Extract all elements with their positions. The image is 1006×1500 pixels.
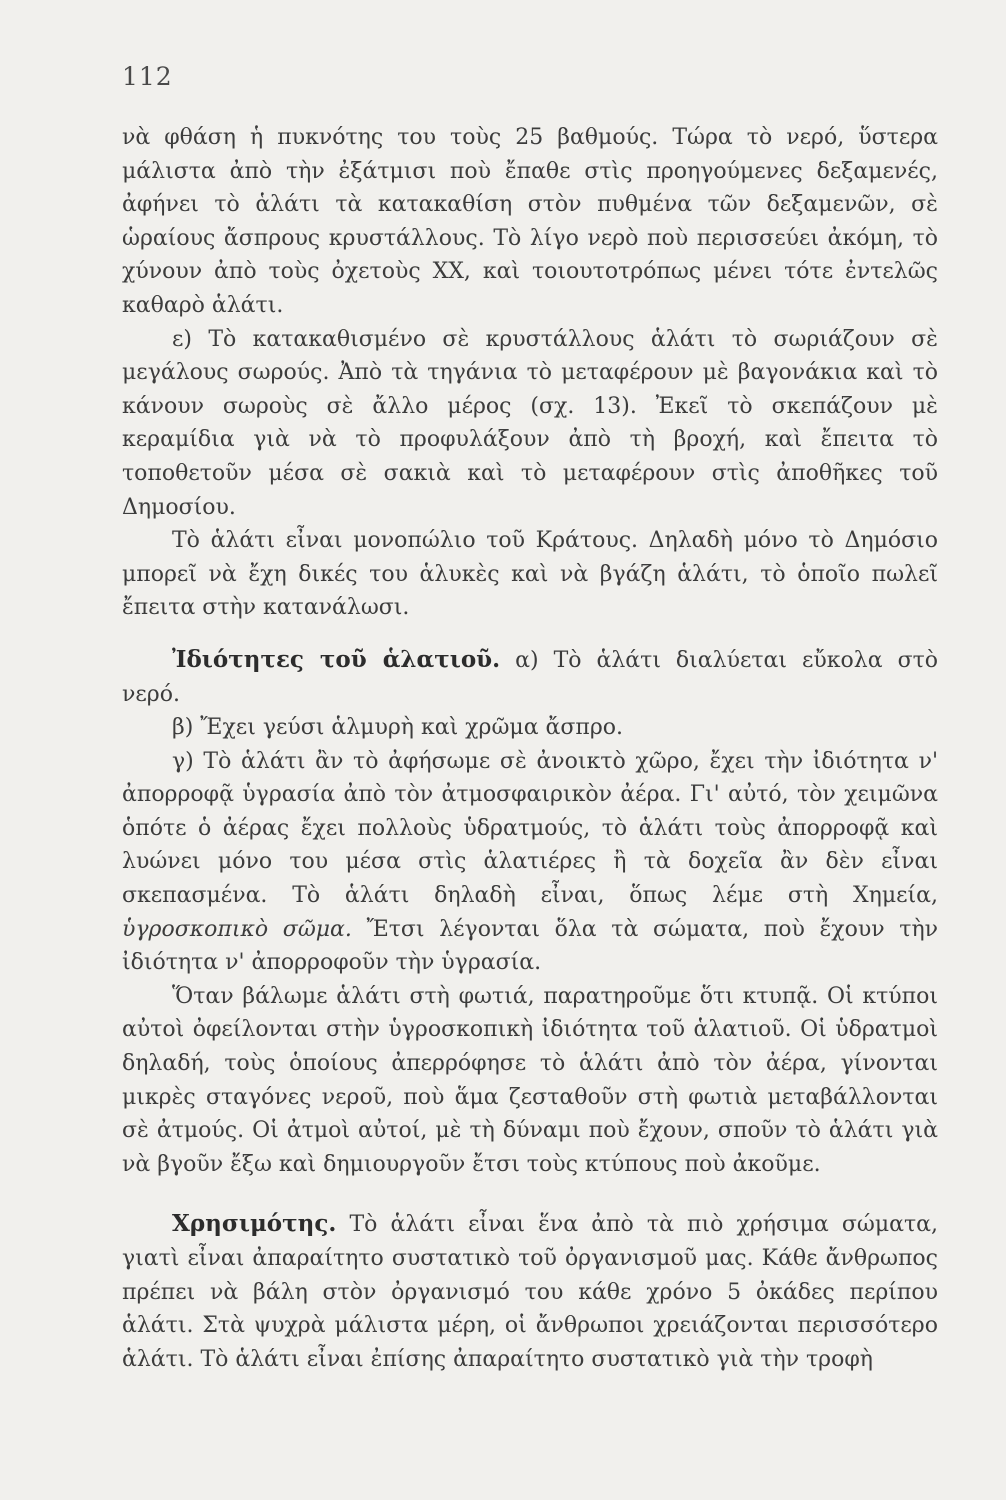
paragraph-monopoly: Τὸ ἁλάτι εἶναι μονοπώλιο τοῦ Κράτους. Δηλαδὴ μόνο τὸ Δημόσιο μπορεῖ νὰ ἔχη δικές του ἁλυκὲς καὶ νὰ βγάζη ἁλάτι, τὸ ὁποῖο πωλεῖ ἔπειτα στὴν κατανάλωσι.: [122, 528, 938, 621]
paragraph-properties: [122, 643, 938, 711]
property-c-definition: Ἔτσι λέγονται ὅλα τὰ σώματα, ποὺ ἔχουν τὴν ἰδιότητα ν' ἀπορροφοῦν τὴν ὑγρασία.: [122, 916, 938, 976]
property-c: [122, 745, 938, 980]
property-b: β) Ἔχει γεύσι ἁλμυρὴ καὶ χρῶμα ἄσπρο.: [172, 715, 624, 741]
usefulness-heading: Χρησιμότης.: [172, 1210, 337, 1238]
page-number: 112: [122, 62, 173, 91]
property-c-text: γ) Τὸ ἁλάτι ἂν τὸ ἀφήσωμε σὲ ἀνοικτὸ χῶρο, ἔχει τὴν ἰδιότητα ν' ἀπορροφᾷ ὑγρασία ἀπὸ τὸν ἀτμοσφαιρικὸν ἀέρα. Γι' αὐτό, τὸν χειμῶνα ὁπότε ὁ ἀέρας ἔχει πολλοὺς ὑδρατμούς, τὸ ἁλάτι τοὺς ἀπορροφᾷ καὶ λυώνει μόνο του μέσα στὶς ἁλατιέρες ἢ τὰ δοχεῖα ἂν δὲν εἶναι σκεπασμένα. Τὸ ἁλάτι δηλαδὴ εἶναι, ὅπως λέμε στὴ Χημεία,: [122, 748, 938, 909]
paragraph-crackling: Ὅταν βάλωμε ἁλάτι στὴ φωτιά, παρατηροῦμε ὅτι κτυπᾷ. Οἱ κτύποι αὐτοὶ ὀφείλονται στὴν ὑγροσκοπικὴ ἰδιότητα τοῦ ἁλατιοῦ. Οἱ ὑδρατμοὶ δηλαδή, τοὺς ὁποίους ἀπερρόφησε τὸ ἁλάτι ἀπὸ τὸν ἀέρα, γίνονται μικρὲς σταγόνες νεροῦ, ποὺ ἅμα ζεσταθοῦν στὴ φωτιὰ μεταβάλλονται σὲ ἀτμούς. Οἱ ἀτμοὶ αὐτοί, μὲ τὴ δύναμι ποὺ ἔχουν, σποῦν τὸ ἁλάτι γιὰ νὰ βγοῦν ἔξω καὶ δημιουργοῦν ἔτσι τοὺς κτύπους ποὺ ἀκοῦμε.: [122, 983, 938, 1177]
hygroscopic-term: ὑγροσκοπικὸ σῶμα.: [122, 916, 352, 942]
paragraph-usefulness: [122, 1207, 938, 1376]
paragraph-evaporation: νὰ φθάση ἡ πυκνότης του τοὺς 25 βαθμούς. Τώρα τὸ νερό, ὕστερα μάλιστα ἀπὸ τὴν ἐξάτμισι ποὺ ἔπαθε στὶς προηγούμενες δεξαμενές, ἀφήνει τὸ ἁλάτι τὰ κατακαθίση στὸν πυθμένα τῶν δεξαμενῶν, σὲ ὡραίους ἄσπρους κρυστάλλους. Τὸ λίγο νερὸ ποὺ περισσεύει ἀκόμη, τὸ χύνουν ἀπὸ τοὺς ὀχετοὺς ΧΧ, καὶ τοιουτοτρόπως μένει τότε ἐντελῶς καθαρὸ ἁλάτι.: [122, 125, 938, 318]
paragraph-storage: ε) Τὸ κατακαθισμένο σὲ κρυστάλλους ἁλάτι τὸ σωριάζουν σὲ μεγάλους σωρούς. Ἀπὸ τὰ τηγάνια τὸ μεταφέρουν μὲ βαγονάκια καὶ τὸ κάνουν σωροὺς σὲ ἄλλο μέρος (σχ. 13). Ἐκεῖ τὸ σκεπάζουν μὲ κεραμίδια γιὰ νὰ τὸ προφυλάξουν ἀπὸ τὴ βροχή, καὶ ἔπειτα τὸ τοποθετοῦν μέσα σὲ σακιὰ καὶ τὸ μεταφέρουν στὶς ἀποθῆκες τοῦ Δημοσίου.: [122, 326, 938, 520]
usefulness-text: Τὸ ἁλάτι εἶναι ἕνα ἀπὸ τὰ πιὸ χρήσιμα σώματα, γιατὶ εἶναι ἀπαραίτητο συστατικὸ τοῦ ὀργανισμοῦ μας. Κάθε ἄνθρωπος πρέπει νὰ βάλη στὸν ὀργανισμό του κάθε χρόνο 5 ὀκάδες περίπου ἁλάτι. Στὰ ψυχρὰ μάλιστα μέρη, οἱ ἄνθρωποι χρειάζονται περισσότερο ἁλάτι. Τὸ ἁλάτι εἶναι ἐπίσης ἀπαραίτητο συστατικὸ γιὰ τὴν τροφὴ: [122, 1212, 938, 1372]
property-a: α) Τὸ ἁλάτι διαλύεται εὔκολα στὸ νερό.: [122, 647, 938, 707]
body-text: [122, 121, 938, 1376]
properties-heading: Ἰδιότητες τοῦ ἁλατιοῦ.: [172, 645, 501, 673]
